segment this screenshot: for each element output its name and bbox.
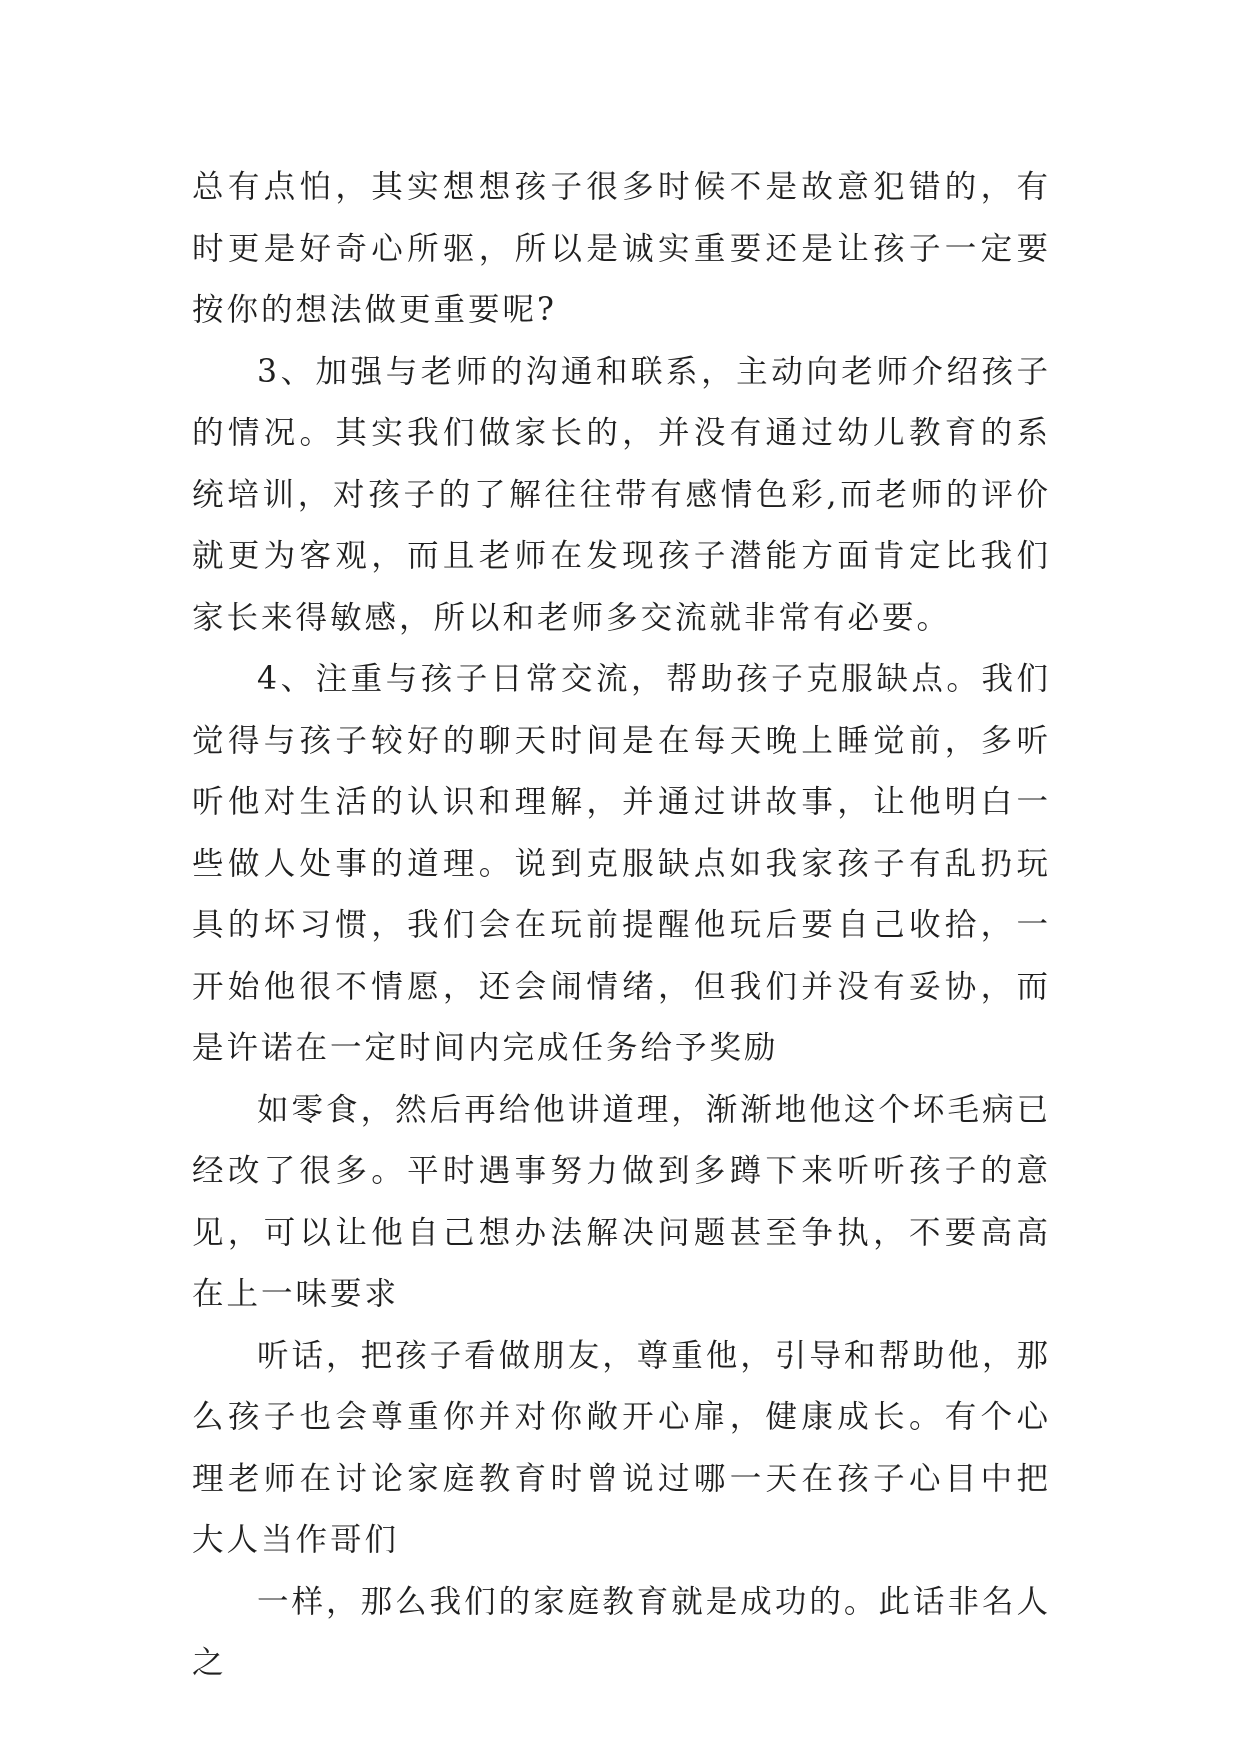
paragraph: 一样，那么我们的家庭教育就是成功的。此话非名人之 (192, 1583, 1051, 1681)
body-text (192, 157, 1051, 1695)
paragraph: 总有点怕，其实想想孩子很多时候不是故意犯错的，有时更是好奇心所驱，所以是诚实重要还是让孩子一定要按你的想法做更重要呢? (192, 169, 1051, 328)
paragraph: 4、注重与孩子日常交流，帮助孩子克服缺点。我们觉得与孩子较好的聊天时间是在每天晚上睡觉前，多听听他对生活的认识和理解，并通过讲故事，让他明白一些做人处事的道理。说到克服缺点如我家孩子有乱扔玩具的坏习惯，我们会在玩前提醒他玩后要自己收拾，一开始他很不情愿，还会闹情绪，但我们并没有妥协，而是许诺在一定时间内完成任务给予奖励 (192, 661, 1051, 1066)
paragraph: 3、加强与老师的沟通和联系，主动向老师介绍孩子的情况。其实我们做家长的，并没有通过幼儿教育的系统培训，对孩子的了解往往带有感情色彩,而老师的评价就更为客观，而且老师在发现孩子潜能方面肯定比我们家长来得敏感，所以和老师多交流就非常有必要。 (192, 353, 1051, 636)
paragraph: 如零食，然后再给他讲道理，渐渐地他这个坏毛病已经改了很多。平时遇事努力做到多蹲下来听听孩子的意见，可以让他自己想办法解决问题甚至争执，不要高高在上一味要求 (192, 1091, 1051, 1312)
paragraph: 听话，把孩子看做朋友，尊重他，引导和帮助他，那么孩子也会尊重你并对你敞开心扉，健康成长。有个心理老师在讨论家庭教育时曾说过哪一天在孩子心目中把大人当作哥们 (192, 1337, 1051, 1558)
